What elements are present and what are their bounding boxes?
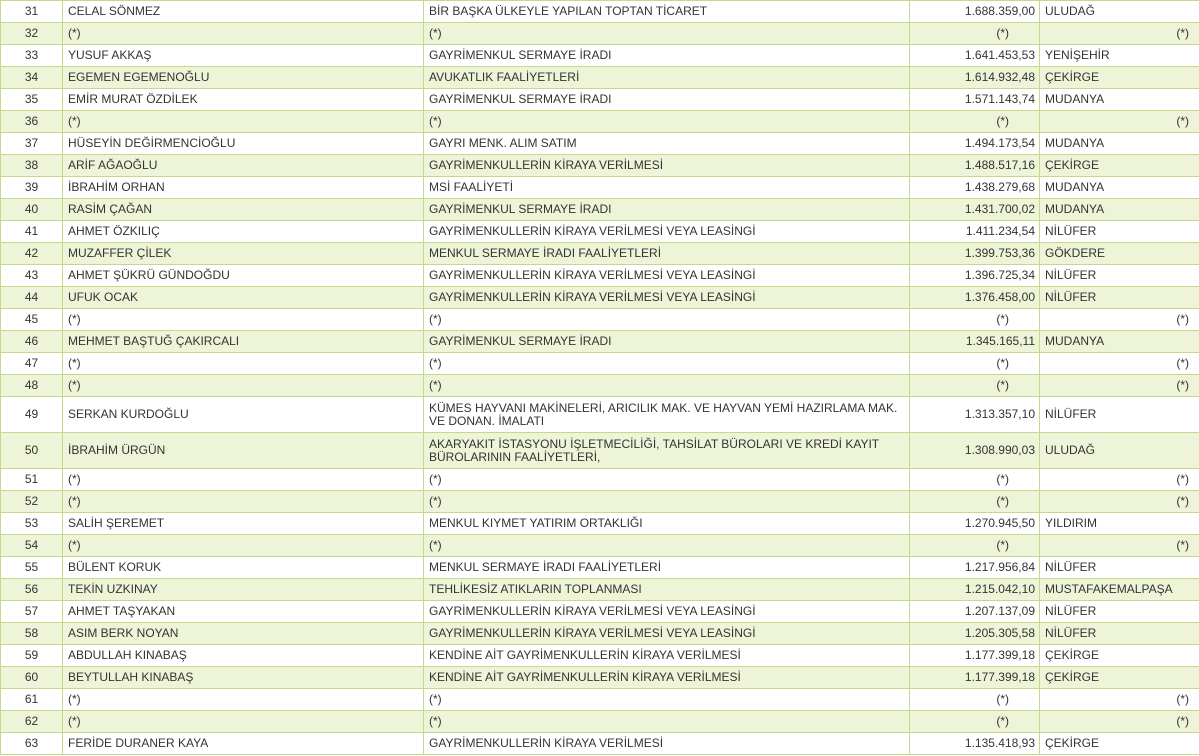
declared-amount: 1.217.956,84 [910, 557, 1040, 579]
activity-description: MENKUL SERMAYE İRADI FAALİYETLERİ [424, 557, 910, 579]
taxpayer-name: İBRAHİM ORHAN [63, 177, 424, 199]
activity-description: (*) [424, 353, 910, 375]
taxpayer-name: UFUK OCAK [63, 287, 424, 309]
district-name: MUDANYA [1040, 133, 1199, 155]
district-name: ÇEKİRGE [1040, 67, 1199, 89]
district-name: ULUDAĞ [1040, 1, 1199, 23]
row-number: 53 [1, 513, 63, 535]
activity-description: BİR BAŞKA ÜLKEYLE YAPILAN TOPTAN TİCARET [424, 1, 910, 23]
table-row [1, 155, 1199, 177]
declared-amount: (*) [910, 353, 1040, 375]
taxpayer-name: AHMET TAŞYAKAN [63, 601, 424, 623]
table-row [1, 535, 1199, 557]
table-row [1, 623, 1199, 645]
district-name: NİLÜFER [1040, 601, 1199, 623]
district-name: NİLÜFER [1040, 557, 1199, 579]
table-row [1, 689, 1199, 711]
district-name: NİLÜFER [1040, 221, 1199, 243]
taxpayer-name: TEKİN UZKINAY [63, 579, 424, 601]
activity-description: GAYRİMENKULLERİN KİRAYA VERİLMESİ VEYA LEASİNGİ [424, 265, 910, 287]
table-row [1, 491, 1199, 513]
declared-amount: 1.571.143,74 [910, 89, 1040, 111]
taxpayer-name: (*) [63, 353, 424, 375]
declared-amount: 1.641.453,53 [910, 45, 1040, 67]
table-row [1, 243, 1199, 265]
declared-amount: (*) [910, 23, 1040, 45]
table-row [1, 601, 1199, 623]
taxpayer-name: BEYTULLAH KINABAŞ [63, 667, 424, 689]
row-number: 61 [1, 689, 63, 711]
row-number: 35 [1, 89, 63, 111]
activity-description: GAYRİMENKUL SERMAYE İRADI [424, 45, 910, 67]
table-row [1, 469, 1199, 491]
row-number: 54 [1, 535, 63, 557]
activity-description: TEHLİKESİZ ATIKLARIN TOPLANMASI [424, 579, 910, 601]
row-number: 43 [1, 265, 63, 287]
activity-description: GAYRİMENKULLERİN KİRAYA VERİLMESİ [424, 155, 910, 177]
activity-description: GAYRİMENKUL SERMAYE İRADI [424, 89, 910, 111]
declared-amount: 1.177.399,18 [910, 667, 1040, 689]
declared-amount: 1.614.932,48 [910, 67, 1040, 89]
district-name: YILDIRIM [1040, 513, 1199, 535]
district-name: ÇEKİRGE [1040, 667, 1199, 689]
activity-description: (*) [424, 111, 910, 133]
row-number: 60 [1, 667, 63, 689]
district-name: (*) [1040, 353, 1199, 375]
district-name: YENİŞEHİR [1040, 45, 1199, 67]
district-name: (*) [1040, 309, 1199, 331]
declared-amount: (*) [910, 111, 1040, 133]
taxpayer-name: (*) [63, 535, 424, 557]
row-number: 58 [1, 623, 63, 645]
taxpayer-name: (*) [63, 309, 424, 331]
district-name: (*) [1040, 111, 1199, 133]
row-number: 32 [1, 23, 63, 45]
district-name: (*) [1040, 535, 1199, 557]
taxpayer-name: İBRAHİM ÜRGÜN [63, 433, 424, 469]
taxpayer-name: FERİDE DURANER KAYA [63, 733, 424, 755]
declared-amount: 1.270.945,50 [910, 513, 1040, 535]
taxpayer-name: (*) [63, 491, 424, 513]
table-row [1, 265, 1199, 287]
declared-amount: 1.411.234,54 [910, 221, 1040, 243]
row-number: 37 [1, 133, 63, 155]
district-name: (*) [1040, 469, 1199, 491]
district-name: (*) [1040, 375, 1199, 397]
district-name: MUDANYA [1040, 177, 1199, 199]
district-name: (*) [1040, 711, 1199, 733]
activity-description: GAYRİMENKUL SERMAYE İRADI [424, 331, 910, 353]
declared-amount: 1.688.359,00 [910, 1, 1040, 23]
row-number: 33 [1, 45, 63, 67]
row-number: 47 [1, 353, 63, 375]
table-row [1, 667, 1199, 689]
taxpayer-name: ARİF AĞAOĞLU [63, 155, 424, 177]
table-row [1, 111, 1199, 133]
taxpayer-name: ABDULLAH KINABAŞ [63, 645, 424, 667]
row-number: 38 [1, 155, 63, 177]
activity-description: (*) [424, 535, 910, 557]
table-row [1, 331, 1199, 353]
declared-amount: 1.396.725,34 [910, 265, 1040, 287]
taxpayer-name: EGEMEN EGEMENOĞLU [63, 67, 424, 89]
district-name: (*) [1040, 689, 1199, 711]
activity-description: MENKUL SERMAYE İRADI FAALİYETLERİ [424, 243, 910, 265]
taxpayer-name: (*) [63, 469, 424, 491]
table-row [1, 133, 1199, 155]
district-name: ULUDAĞ [1040, 433, 1199, 469]
row-number: 41 [1, 221, 63, 243]
table-row [1, 733, 1199, 755]
table-row [1, 579, 1199, 601]
activity-description: GAYRİMENKULLERİN KİRAYA VERİLMESİ [424, 733, 910, 755]
taxpayer-name: MEHMET BAŞTUĞ ÇAKIRCALI [63, 331, 424, 353]
declared-amount: 1.308.990,03 [910, 433, 1040, 469]
table-row [1, 557, 1199, 579]
row-number: 59 [1, 645, 63, 667]
activity-description: GAYRİMENKULLERİN KİRAYA VERİLMESİ VEYA LEASİNGİ [424, 623, 910, 645]
taxpayer-name: (*) [63, 111, 424, 133]
district-name: ÇEKİRGE [1040, 733, 1199, 755]
table-row [1, 711, 1199, 733]
taxpayer-name: YUSUF AKKAŞ [63, 45, 424, 67]
taxpayer-name: CELAL SÖNMEZ [63, 1, 424, 23]
declared-amount: 1.177.399,18 [910, 645, 1040, 667]
declared-amount: 1.488.517,16 [910, 155, 1040, 177]
row-number: 62 [1, 711, 63, 733]
declared-amount: 1.207.137,09 [910, 601, 1040, 623]
row-number: 57 [1, 601, 63, 623]
activity-description: MENKUL KIYMET YATIRIM ORTAKLIĞI [424, 513, 910, 535]
activity-description: GAYRİMENKULLERİN KİRAYA VERİLMESİ VEYA LEASİNGİ [424, 287, 910, 309]
row-number: 34 [1, 67, 63, 89]
row-number: 36 [1, 111, 63, 133]
activity-description: GAYRİMENKULLERİN KİRAYA VERİLMESİ VEYA LEASİNGİ [424, 221, 910, 243]
declared-amount: (*) [910, 309, 1040, 331]
table-row [1, 397, 1199, 433]
declared-amount: (*) [910, 375, 1040, 397]
district-name: (*) [1040, 491, 1199, 513]
district-name: GÖKDERE [1040, 243, 1199, 265]
district-name: ÇEKİRGE [1040, 155, 1199, 177]
declared-amount: 1.205.305,58 [910, 623, 1040, 645]
declared-amount: (*) [910, 711, 1040, 733]
table-row [1, 177, 1199, 199]
table-row [1, 67, 1199, 89]
table-body [1, 1, 1199, 755]
district-name: NİLÜFER [1040, 397, 1199, 433]
table-row [1, 433, 1199, 469]
taxpayer-name: SERKAN KURDOĞLU [63, 397, 424, 433]
declared-amount: 1.431.700,02 [910, 199, 1040, 221]
table-row [1, 513, 1199, 535]
declared-amount: 1.494.173,54 [910, 133, 1040, 155]
activity-description: (*) [424, 23, 910, 45]
table-row [1, 353, 1199, 375]
declared-amount: (*) [910, 535, 1040, 557]
row-number: 50 [1, 433, 63, 469]
row-number: 52 [1, 491, 63, 513]
table-row [1, 309, 1199, 331]
row-number: 31 [1, 1, 63, 23]
activity-description: (*) [424, 309, 910, 331]
activity-description: GAYRİMENKUL SERMAYE İRADI [424, 199, 910, 221]
declared-amount: 1.438.279,68 [910, 177, 1040, 199]
table-row [1, 45, 1199, 67]
declared-amount: (*) [910, 491, 1040, 513]
table-row [1, 89, 1199, 111]
taxpayer-name: AHMET ÖZKILIÇ [63, 221, 424, 243]
declared-amount: 1.376.458,00 [910, 287, 1040, 309]
taxpayer-name: (*) [63, 375, 424, 397]
row-number: 55 [1, 557, 63, 579]
taxpayer-name: HÜSEYİN DEĞİRMENCİOĞLU [63, 133, 424, 155]
activity-description: (*) [424, 689, 910, 711]
taxpayer-name: (*) [63, 689, 424, 711]
activity-description: (*) [424, 375, 910, 397]
row-number: 40 [1, 199, 63, 221]
taxpayer-name: MUZAFFER ÇİLEK [63, 243, 424, 265]
district-name: ÇEKİRGE [1040, 645, 1199, 667]
activity-description: KENDİNE AİT GAYRİMENKULLERİN KİRAYA VERİLMESİ [424, 645, 910, 667]
row-number: 45 [1, 309, 63, 331]
activity-description: GAYRI MENK. ALIM SATIM [424, 133, 910, 155]
district-name: NİLÜFER [1040, 623, 1199, 645]
district-name: MUSTAFAKEMALPAŞA [1040, 579, 1199, 601]
taxpayer-name: SALİH ŞEREMET [63, 513, 424, 535]
row-number: 44 [1, 287, 63, 309]
table-row [1, 645, 1199, 667]
declared-amount: (*) [910, 689, 1040, 711]
district-name: MUDANYA [1040, 331, 1199, 353]
activity-description: GAYRİMENKULLERİN KİRAYA VERİLMESİ VEYA LEASİNGİ [424, 601, 910, 623]
declared-amount: 1.399.753,36 [910, 243, 1040, 265]
table-row [1, 23, 1199, 45]
taxpayer-name: RASİM ÇAĞAN [63, 199, 424, 221]
declared-amount: (*) [910, 469, 1040, 491]
declared-amount: 1.345.165,11 [910, 331, 1040, 353]
row-number: 48 [1, 375, 63, 397]
row-number: 39 [1, 177, 63, 199]
row-number: 46 [1, 331, 63, 353]
row-number: 56 [1, 579, 63, 601]
declared-amount: 1.215.042,10 [910, 579, 1040, 601]
taxpayer-name: (*) [63, 711, 424, 733]
taxpayer-name: ASIM BERK NOYAN [63, 623, 424, 645]
taxpayer-name: (*) [63, 23, 424, 45]
table-row [1, 221, 1199, 243]
district-name: NİLÜFER [1040, 287, 1199, 309]
district-name: NİLÜFER [1040, 265, 1199, 287]
table-row [1, 1, 1199, 23]
row-number: 63 [1, 733, 63, 755]
taxpayer-name: EMİR MURAT ÖZDİLEK [63, 89, 424, 111]
table-row [1, 375, 1199, 397]
activity-description: MSİ FAALİYETİ [424, 177, 910, 199]
table-row [1, 199, 1199, 221]
row-number: 51 [1, 469, 63, 491]
row-number: 42 [1, 243, 63, 265]
declared-amount: 1.135.418,93 [910, 733, 1040, 755]
activity-description: AVUKATLIK FAALİYETLERİ [424, 67, 910, 89]
taxpayer-name: BÜLENT KORUK [63, 557, 424, 579]
activity-description: (*) [424, 491, 910, 513]
taxpayer-name: AHMET ŞÜKRÜ GÜNDOĞDU [63, 265, 424, 287]
district-name: (*) [1040, 23, 1199, 45]
declared-amount: 1.313.357,10 [910, 397, 1040, 433]
activity-description: AKARYAKIT İSTASYONU İŞLETMECİLİĞİ, TAHSİLAT BÜROLARI VE KREDİ KAYIT BÜROLARININ FAALİYETLERİ, [424, 433, 910, 469]
row-number: 49 [1, 397, 63, 433]
table-row [1, 287, 1199, 309]
activity-description: KENDİNE AİT GAYRİMENKULLERİN KİRAYA VERİLMESİ [424, 667, 910, 689]
activity-description: (*) [424, 469, 910, 491]
district-name: MUDANYA [1040, 89, 1199, 111]
activity-description: KÜMES HAYVANI MAKİNELERİ, ARICILIK MAK. VE HAYVAN YEMİ HAZIRLAMA MAK. VE DONAN. İMALATI [424, 397, 910, 433]
activity-description: (*) [424, 711, 910, 733]
district-name: MUDANYA [1040, 199, 1199, 221]
